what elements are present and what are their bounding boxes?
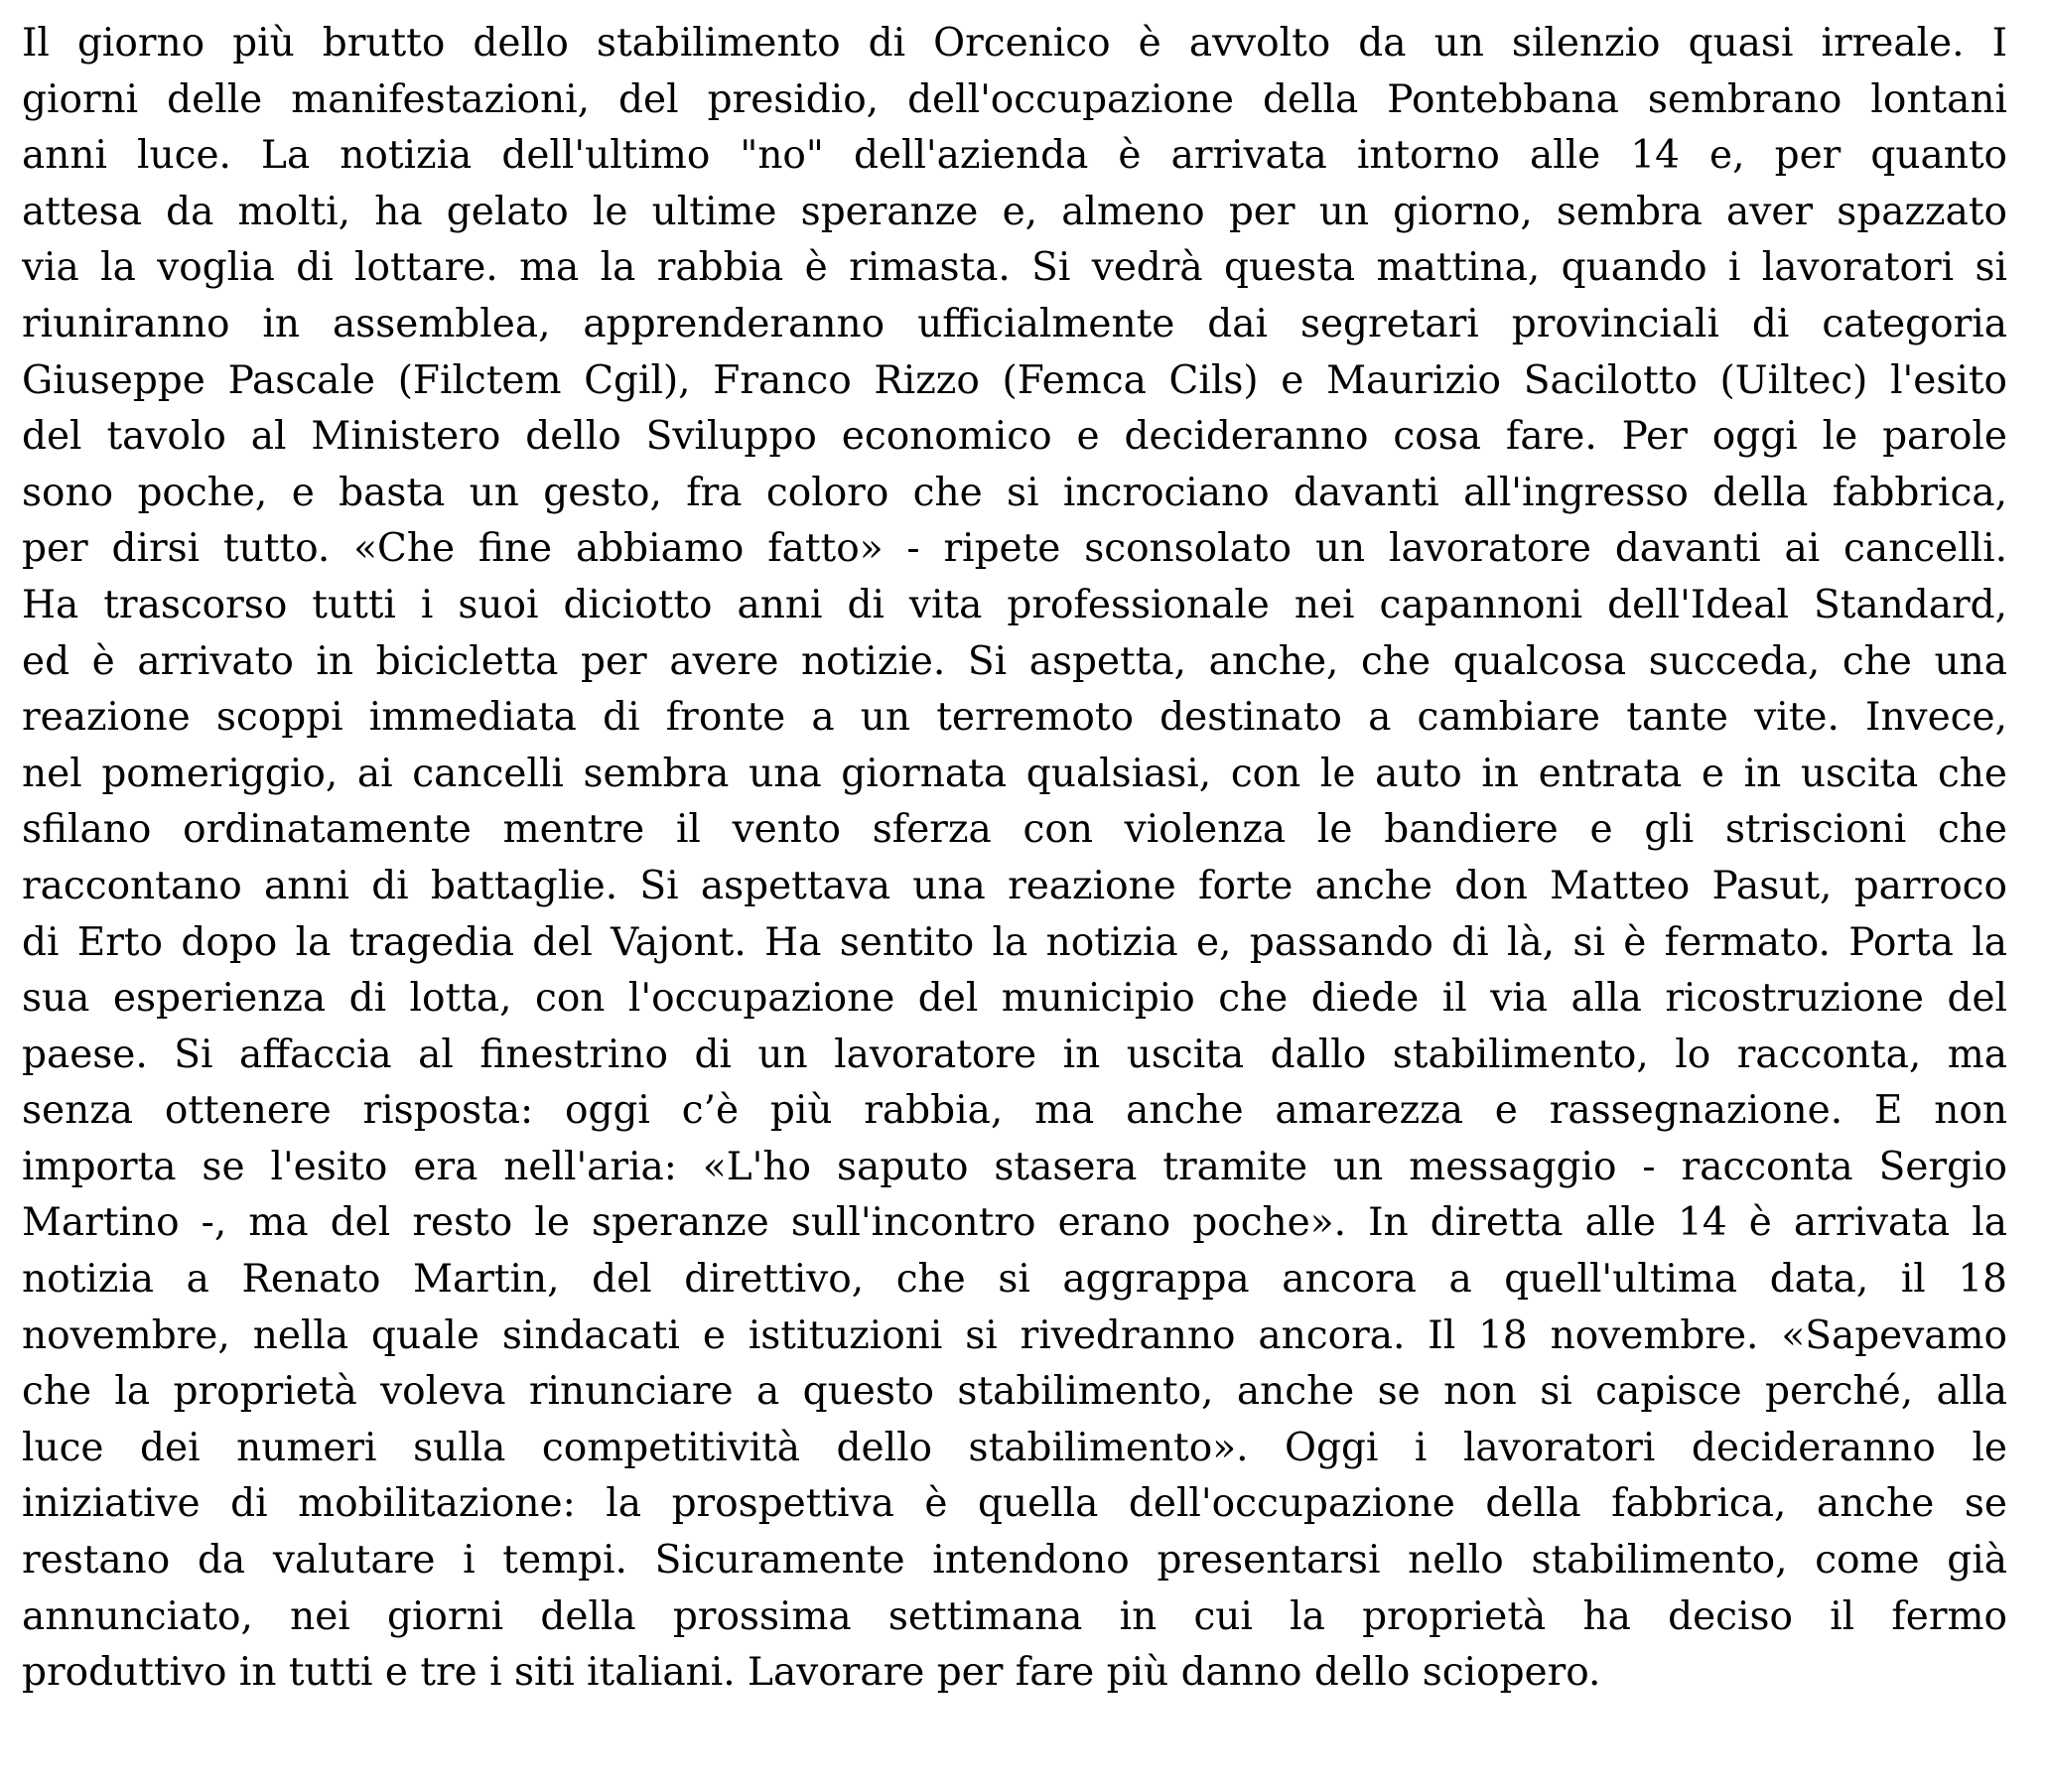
text-line: Il giorno più brutto dello stabilimento di Orcenico è avvolto da un silenzio quasi irreale. I xyxy=(22,21,2007,66)
text-line: Giuseppe Pascale (Filctem Cgil), Franco Rizzo (Femca Cils) e Maurizio Sacilotto (Uiltec) l'esito xyxy=(22,357,2007,403)
text-line: novembre, nella quale sindacati e istituzioni si rivedranno ancora. Il 18 novembre. «Sapevamo xyxy=(22,1312,2007,1358)
text-line: restano da valutare i tempi. Sicuramente intendono presentarsi nello stabilimento, come già xyxy=(22,1538,2007,1584)
text-line: sua esperienza di lotta, con l'occupazione del municipio che diede il via alla ricostruzione del xyxy=(22,976,2007,1022)
text-line: annunciato, nei giorni della prossima settimana in cui la proprietà ha deciso il fermo xyxy=(22,1593,2007,1639)
article-paragraph xyxy=(22,16,2007,1702)
text-line: paese. Si affaccia al finestrino di un lavoratore in uscita dallo stabilimento, lo racconta, ma xyxy=(22,1032,2007,1077)
text-line: senza ottenere risposta: oggi c’è più rabbia, ma anche amarezza e rassegnazione. E non xyxy=(22,1088,2007,1134)
text-line: luce dei numeri sulla competitività dello stabilimento». Oggi i lavoratori decideranno le xyxy=(22,1425,2007,1470)
article-body xyxy=(22,16,2007,1702)
text-line: ed è arrivato in bicicletta per avere notizie. Si aspetta, anche, che qualcosa succeda, che una xyxy=(22,638,2007,684)
text-line: sfilano ordinatamente mentre il vento sferza con violenza le bandiere e gli striscioni che xyxy=(22,807,2007,853)
text-line: via la voglia di lottare. ma la rabbia è rimasta. Si vedrà questa mattina, quando i lavoratori si xyxy=(22,245,2007,291)
text-line: per dirsi tutto. «Che fine abbiamo fatto» - ripete sconsolato un lavoratore davanti ai cancelli. xyxy=(22,526,2007,572)
text-line: attesa da molti, ha gelato le ultime speranze e, almeno per un giorno, sembra aver spazzato xyxy=(22,189,2007,234)
text-line: produttivo in tutti e tre i siti italiani. Lavorare per fare più danno dello sciopero. xyxy=(22,1650,1601,1696)
text-line: iniziative di mobilitazione: la prospettiva è quella dell'occupazione della fabbrica, anche se xyxy=(22,1481,2007,1527)
text-line: importa se l'esito era nell'aria: «L'ho saputo stasera tramite un messaggio - racconta Sergio xyxy=(22,1144,2007,1189)
text-line: sono poche, e basta un gesto, fra coloro che si incrociano davanti all'ingresso della fabbrica, xyxy=(22,470,2007,515)
text-line: del tavolo al Ministero dello Sviluppo economico e decideranno cosa fare. Per oggi le parole xyxy=(22,414,2007,460)
text-line: giorni delle manifestazioni, del presidio, dell'occupazione della Pontebbana sembrano lontani xyxy=(22,76,2007,122)
text-line: notizia a Renato Martin, del direttivo, che si aggrappa ancora a quell'ultima data, il 18 xyxy=(22,1257,2007,1303)
text-line: Ha trascorso tutti i suoi diciotto anni di vita professionale nei capannoni dell'Ideal Standard, xyxy=(22,582,2007,627)
text-line: Martino -, ma del resto le speranze sull'incontro erano poche». In diretta alle 14 è arrivata la xyxy=(22,1200,2007,1246)
text-line: raccontano anni di battaglie. Si aspettava una reazione forte anche don Matteo Pasut, parroco xyxy=(22,863,2007,908)
text-line: reazione scoppi immediata di fronte a un terremoto destinato a cambiare tante vite. Invece, xyxy=(22,695,2007,741)
text-line: nel pomeriggio, ai cancelli sembra una giornata qualsiasi, con le auto in entrata e in uscita che xyxy=(22,751,2007,796)
text-line: di Erto dopo la tragedia del Vajont. Ha sentito la notizia e, passando di là, si è fermato. Porta la xyxy=(22,919,2007,965)
text-line: anni luce. La notizia dell'ultimo "no" dell'azienda è arrivata intorno alle 14 e, per quanto xyxy=(22,133,2007,179)
text-line: riuniranno in assemblea, apprenderanno ufficialmente dai segretari provinciali di categoria xyxy=(22,301,2007,346)
text-line: che la proprietà voleva rinunciare a questo stabilimento, anche se non si capisce perché, alla xyxy=(22,1369,2007,1415)
